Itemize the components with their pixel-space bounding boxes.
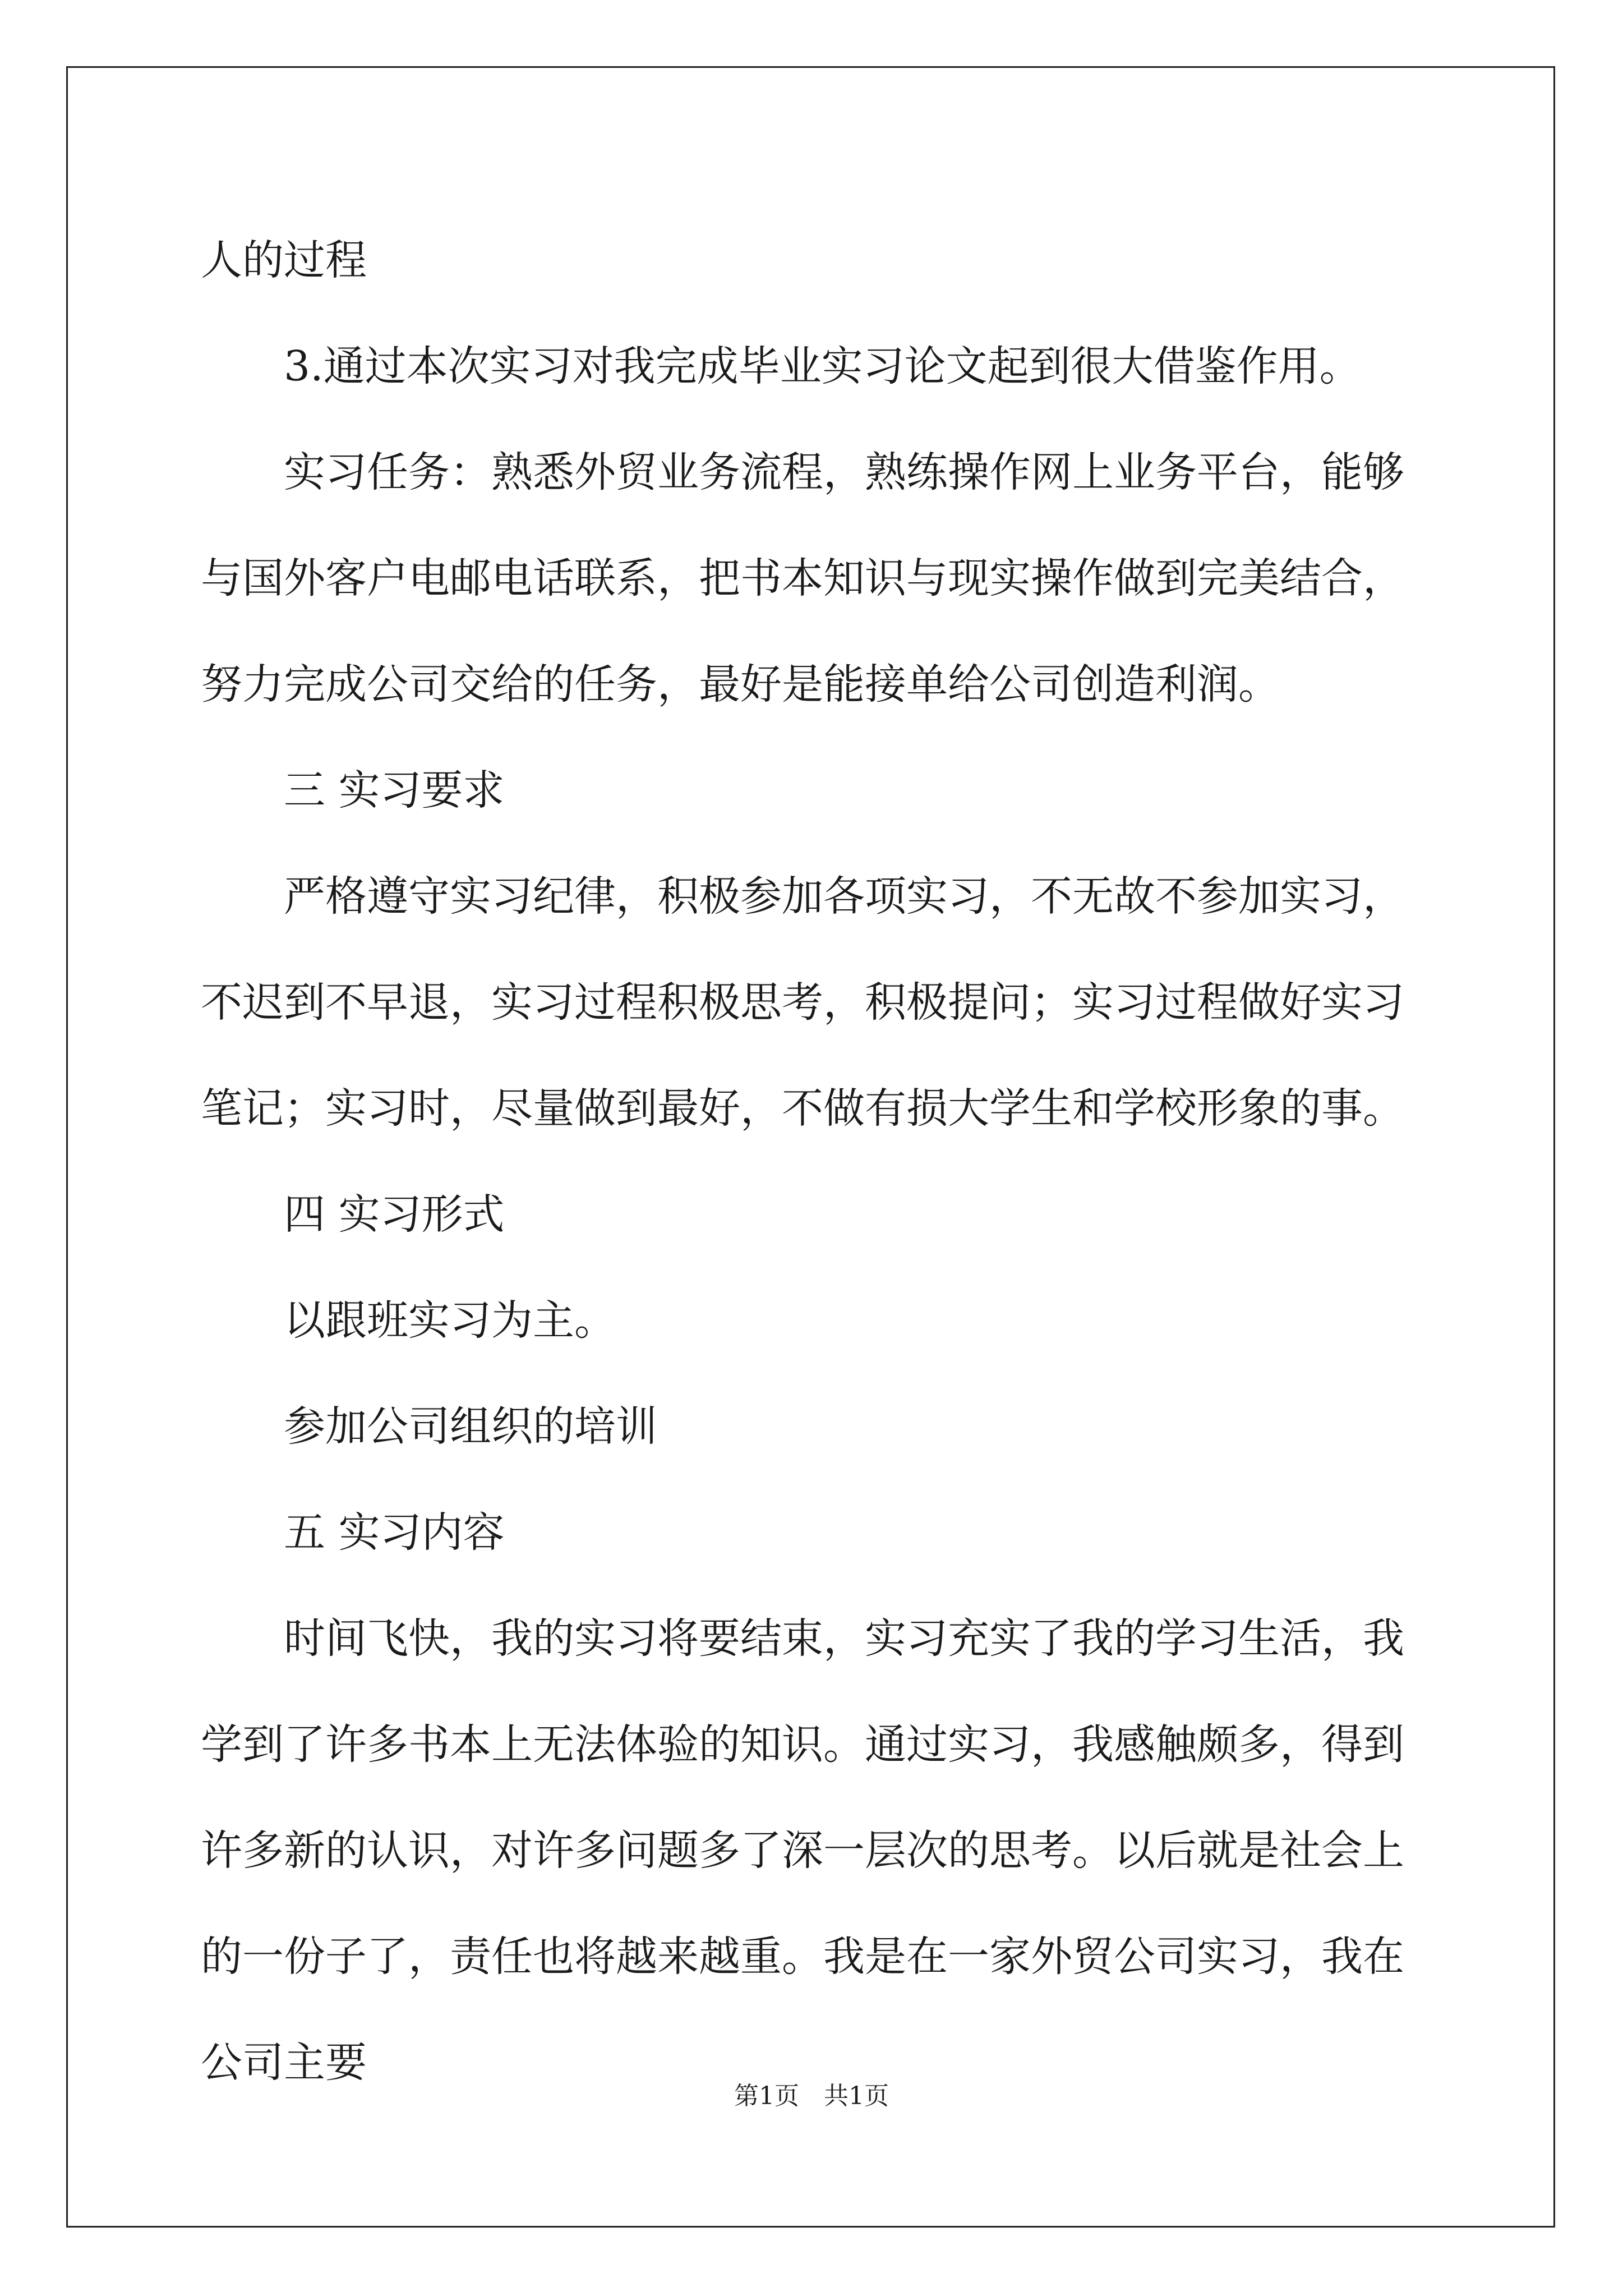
- section-heading-5: 五 实习内容: [284, 1508, 505, 1557]
- paragraph-1: 人的过程: [201, 236, 367, 284]
- section-heading-3: 三 实习要求: [284, 766, 505, 815]
- document-body: [201, 208, 1435, 2116]
- paragraph-3: 实习任务：熟悉外贸业务流程，熟练操作网上业务平台，能够与国外客户电邮电话联系，把书本知识与现实操作做到完美结合，努力完成公司交给的任务，最好是能接单给公司创造利润。: [201, 448, 1404, 708]
- page-footer: 第1页 共1页: [734, 2082, 889, 2110]
- paragraph-2: 3.通过本次实习对我完成毕业实习论文起到很大借鉴作用。: [284, 342, 1361, 390]
- paragraph-8: 参加公司组织的培训: [284, 1402, 657, 1451]
- paragraph-10: 时间飞快，我的实习将要结束，实习充实了我的学习生活，我学到了许多书本上无法体验的知识。通过实习，我感触颇多，得到许多新的认识，对许多问题多了深一层次的思考。以后就是社会上的一份子了，责任也将越来越重。我是在一家外贸公司实习，我在公司主要: [201, 1614, 1404, 2087]
- paragraph-7: 以跟班实习为主。: [284, 1296, 616, 1345]
- paragraph-5: 严格遵守实习纪律，积极参加各项实习，不无故不参加实习，不迟到不早退，实习过程积极思考，积极提问；实习过程做好实习笔记；实习时，尽量做到最好，不做有损大学生和学校形象的事。: [201, 872, 1404, 1133]
- section-heading-4: 四 实习形式: [284, 1190, 505, 1239]
